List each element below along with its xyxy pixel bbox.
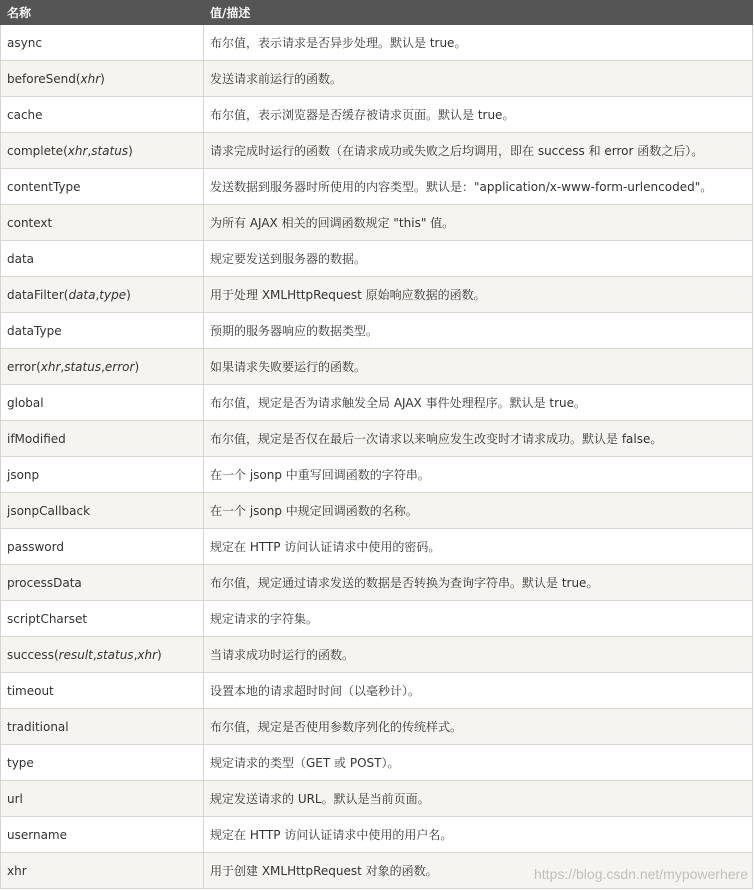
table-row bbox=[1, 493, 753, 529]
option-name-cell bbox=[1, 421, 204, 457]
table-body bbox=[1, 25, 753, 889]
option-name-cell bbox=[1, 601, 204, 637]
option-name: username bbox=[7, 827, 67, 842]
option-description: 布尔值，规定通过请求发送的数据是否转换为查询字符串。默认是 true。 bbox=[204, 565, 753, 601]
option-name: jsonpCallback bbox=[7, 503, 91, 518]
table-row bbox=[1, 97, 753, 133]
option-name-cell bbox=[1, 745, 204, 781]
option-argument: status bbox=[96, 647, 134, 662]
option-name: xhr bbox=[7, 863, 27, 878]
option-name-cell bbox=[1, 565, 204, 601]
option-name-cell bbox=[1, 709, 204, 745]
option-name: password bbox=[7, 539, 64, 554]
table-row bbox=[1, 745, 753, 781]
column-header-name: 名称 bbox=[1, 1, 204, 25]
option-name: complete bbox=[7, 143, 64, 158]
option-description: 请求完成时运行的函数（在请求成功或失败之后均调用，即在 success 和 error 函数之后）。 bbox=[204, 133, 753, 169]
option-description: 发送请求前运行的函数。 bbox=[204, 61, 753, 97]
table-row bbox=[1, 25, 753, 61]
option-description: 预期的服务器响应的数据类型。 bbox=[204, 313, 753, 349]
table-row bbox=[1, 673, 753, 709]
option-argument: status bbox=[64, 359, 102, 374]
option-name-cell bbox=[1, 25, 204, 61]
option-description: 规定要发送到服务器的数据。 bbox=[204, 241, 753, 277]
table-row bbox=[1, 277, 753, 313]
option-name: dataFilter bbox=[7, 287, 64, 302]
table-row bbox=[1, 61, 753, 97]
option-description: 布尔值，规定是否为请求触发全局 AJAX 事件处理程序。默认是 true。 bbox=[204, 385, 753, 421]
option-argument: status bbox=[91, 143, 129, 158]
option-name: timeout bbox=[7, 683, 54, 698]
option-description: 设置本地的请求超时时间（以毫秒计）。 bbox=[204, 673, 753, 709]
option-name-cell: complete(xhr,status) bbox=[1, 133, 204, 169]
option-description: 发送数据到服务器时所使用的内容类型。默认是："application/x-www-form-urlencoded"。 bbox=[204, 169, 753, 205]
option-name: type bbox=[7, 755, 34, 770]
option-description: 用于创建 XMLHttpRequest 对象的函数。 bbox=[204, 853, 753, 889]
table-row bbox=[1, 457, 753, 493]
option-name: contentType bbox=[7, 179, 81, 194]
table-row bbox=[1, 853, 753, 889]
table-row bbox=[1, 349, 753, 385]
option-name-cell bbox=[1, 529, 204, 565]
option-description: 布尔值，表示浏览器是否缓存被请求页面。默认是 true。 bbox=[204, 97, 753, 133]
option-name-cell bbox=[1, 781, 204, 817]
option-description: 规定请求的字符集。 bbox=[204, 601, 753, 637]
option-name: async bbox=[7, 35, 42, 50]
option-description: 布尔值，规定是否仅在最后一次请求以来响应发生改变时才请求成功。默认是 false。 bbox=[204, 421, 753, 457]
option-name: cache bbox=[7, 107, 43, 122]
table-row bbox=[1, 421, 753, 457]
option-argument: xhr bbox=[80, 71, 101, 86]
table-row bbox=[1, 637, 753, 673]
option-argument: data bbox=[68, 287, 96, 302]
option-description: 如果请求失败要运行的函数。 bbox=[204, 349, 753, 385]
option-description: 用于处理 XMLHttpRequest 原始响应数据的函数。 bbox=[204, 277, 753, 313]
option-name: global bbox=[7, 395, 44, 410]
option-name: error bbox=[7, 359, 37, 374]
option-name-cell bbox=[1, 853, 204, 889]
option-name: beforeSend bbox=[7, 71, 76, 86]
table-row bbox=[1, 205, 753, 241]
table-header-row bbox=[1, 1, 753, 25]
table-row bbox=[1, 601, 753, 637]
option-name-cell bbox=[1, 169, 204, 205]
option-description: 在一个 jsonp 中重写回调函数的字符串。 bbox=[204, 457, 753, 493]
option-name-cell bbox=[1, 817, 204, 853]
table-row bbox=[1, 169, 753, 205]
option-name-cell bbox=[1, 493, 204, 529]
option-name-cell bbox=[1, 457, 204, 493]
option-argument: type bbox=[99, 287, 127, 302]
option-name: processData bbox=[7, 575, 82, 590]
option-argument: error bbox=[104, 359, 135, 374]
option-description: 规定请求的类型（GET 或 POST）。 bbox=[204, 745, 753, 781]
option-description: 布尔值，规定是否使用参数序列化的传统样式。 bbox=[204, 709, 753, 745]
option-name-cell bbox=[1, 385, 204, 421]
option-description: 规定在 HTTP 访问认证请求中使用的用户名。 bbox=[204, 817, 753, 853]
table-row bbox=[1, 241, 753, 277]
option-argument: xhr bbox=[67, 143, 88, 158]
option-name: context bbox=[7, 215, 53, 230]
option-argument: xhr bbox=[40, 359, 61, 374]
option-description: 当请求成功时运行的函数。 bbox=[204, 637, 753, 673]
option-name: ifModified bbox=[7, 431, 66, 446]
option-name: dataType bbox=[7, 323, 62, 338]
table-row bbox=[1, 781, 753, 817]
option-description: 布尔值，表示请求是否异步处理。默认是 true。 bbox=[204, 25, 753, 61]
option-description: 为所有 AJAX 相关的回调函数规定 "this" 值。 bbox=[204, 205, 753, 241]
option-name: scriptCharset bbox=[7, 611, 88, 626]
option-name: url bbox=[7, 791, 23, 806]
option-description: 在一个 jsonp 中规定回调函数的名称。 bbox=[204, 493, 753, 529]
option-name-cell bbox=[1, 673, 204, 709]
option-name: traditional bbox=[7, 719, 69, 734]
option-argument: result bbox=[58, 647, 93, 662]
option-name-cell bbox=[1, 97, 204, 133]
option-argument: xhr bbox=[137, 647, 158, 662]
watermark: https://blog.csdn.net/mypowerhere bbox=[533, 866, 748, 882]
option-name-cell: success(result,status,xhr) bbox=[1, 637, 204, 673]
option-name-cell: error(xhr,status,error) bbox=[1, 349, 204, 385]
option-name: data bbox=[7, 251, 35, 266]
option-name: success bbox=[7, 647, 54, 662]
option-name-cell bbox=[1, 205, 204, 241]
table-row bbox=[1, 133, 753, 169]
column-header-description: 值/描述 bbox=[204, 1, 753, 25]
table-row bbox=[1, 529, 753, 565]
option-name-cell: beforeSend(xhr) bbox=[1, 61, 204, 97]
option-description: 规定发送请求的 URL。默认是当前页面。 bbox=[204, 781, 753, 817]
option-name-cell bbox=[1, 313, 204, 349]
table-row bbox=[1, 313, 753, 349]
option-name-cell: dataFilter(data,type) bbox=[1, 277, 204, 313]
table-row bbox=[1, 817, 753, 853]
option-name: jsonp bbox=[7, 467, 40, 482]
table-row bbox=[1, 709, 753, 745]
table-row bbox=[1, 565, 753, 601]
option-name-cell bbox=[1, 241, 204, 277]
table-row bbox=[1, 385, 753, 421]
option-description: 规定在 HTTP 访问认证请求中使用的密码。 bbox=[204, 529, 753, 565]
